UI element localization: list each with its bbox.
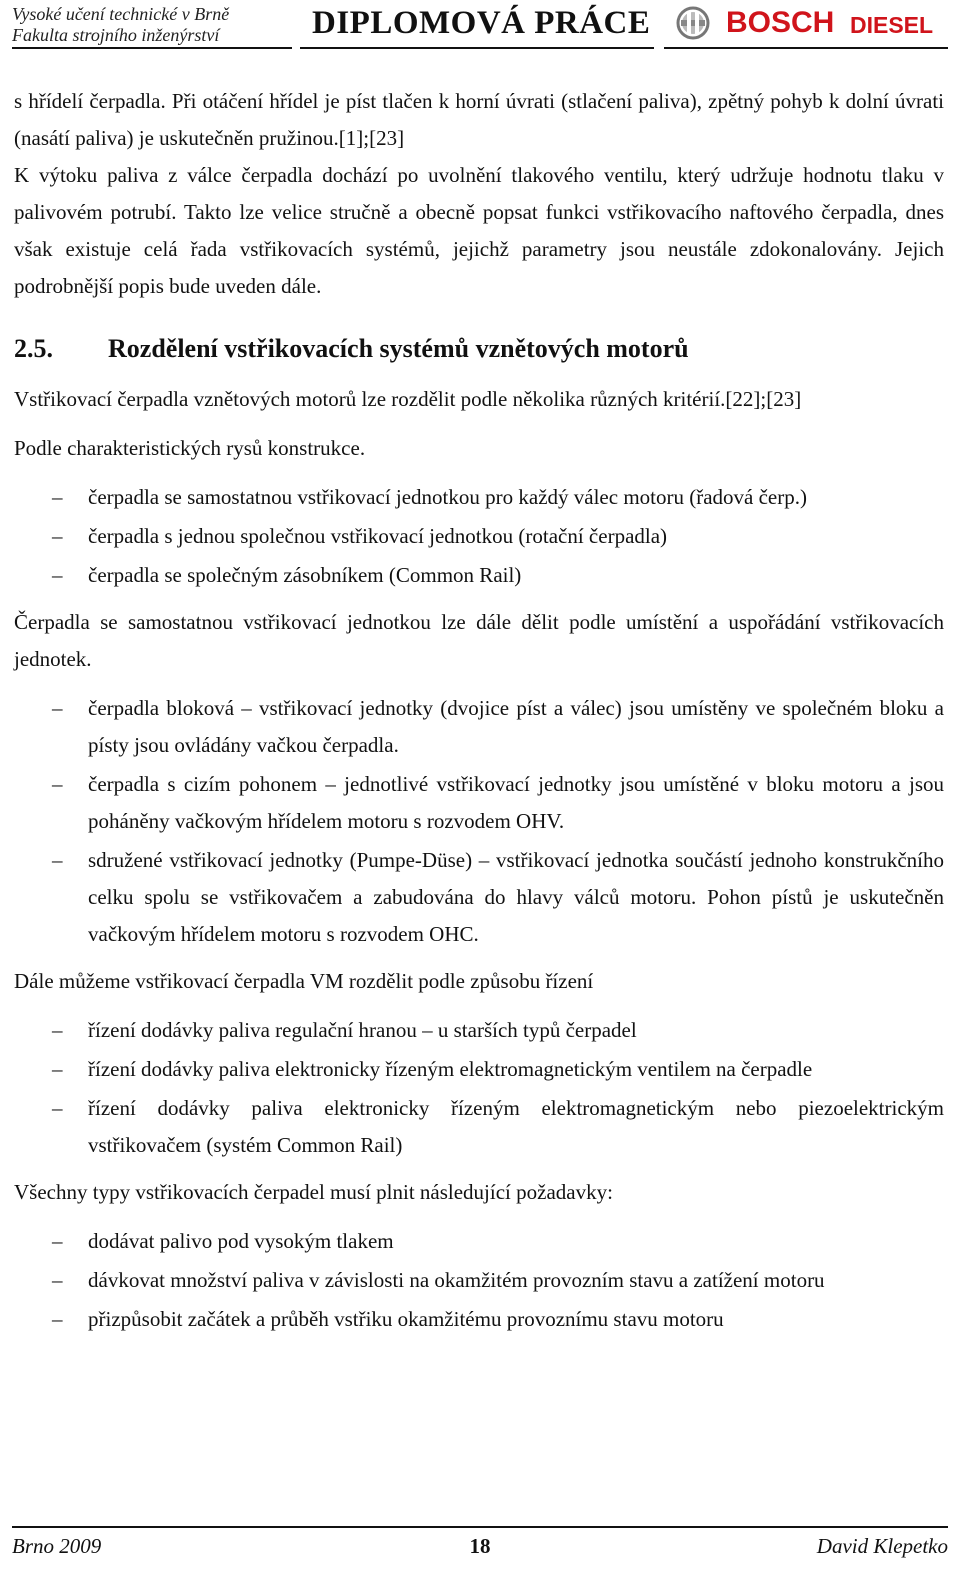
- requirements-list: [14, 1223, 944, 1338]
- section-number: 2.5.: [14, 334, 53, 363]
- faculty-name: Fakulta strojního inženýrství: [12, 25, 220, 45]
- page-number: 18: [469, 1534, 491, 1558]
- footer-place-year: Brno 2009: [12, 1534, 102, 1558]
- bosch-wordmark: BOSCH: [726, 6, 835, 39]
- dash-bullet: –: [52, 1307, 63, 1331]
- institution-block: [12, 4, 229, 46]
- control-list: [14, 1012, 944, 1164]
- paragraph: Dále můžeme vstřikovací čerpadla VM rozdělit podle způsobu řízení: [14, 969, 594, 993]
- construction-list: [14, 479, 944, 594]
- diesel-wordmark: DIESEL: [850, 12, 934, 38]
- list-item: – přizpůsobit začátek a průběh vstřiku okamžitému provoznímu stavu motoru: [14, 1301, 944, 1338]
- paragraph: Všechny typy vstřikovacích čerpadel musí plnit následující požadavky:: [14, 1180, 613, 1204]
- institution-name: Vysoké učení technické v Brně: [12, 4, 230, 24]
- paragraph: Vstřikovací čerpadla vznětových motorů lze rozdělit podle několika různých kritérií.[22];[23]: [14, 387, 802, 411]
- list-item: – sdružené vstřikovací jednotky (Pumpe-Düse) – vstřikovací jednotka součástí jednoho konstrukčního celku spolu se vstřikovačem a zabudována do hlavy válců motoru. Pohon pístů je uskutečněn vačkovým hřídelem motoru s rozvodem OHC.: [14, 842, 944, 953]
- dash-bullet: –: [52, 696, 63, 720]
- dash-bullet: –: [52, 524, 63, 548]
- list-item: – čerpadla s cizím pohonem – jednotlivé vstřikovací jednotky jsou umístěné v bloku motoru a jsou poháněny vačkovým hřídelem motoru s rozvodem OHV.: [14, 766, 944, 840]
- list-item: – řízení dodávky paliva regulační hranou – u starších typů čerpadel: [14, 1012, 944, 1049]
- bosch-diesel-logo: [672, 4, 948, 44]
- list-item: – čerpadla se společným zásobníkem (Common Rail): [14, 557, 944, 594]
- list-item: – čerpadla se samostatnou vstřikovací jednotkou pro každý válec motoru (řadová čerp.): [14, 479, 944, 516]
- list-item: – čerpadla s jednou společnou vstřikovací jednotkou (rotační čerpadla): [14, 518, 944, 555]
- dash-bullet: –: [52, 563, 63, 587]
- paragraph: Čerpadla se samostatnou vstřikovací jednotkou lze dále dělit podle umístění a uspořádání vstřikovacích jednotek.: [14, 610, 944, 671]
- dash-bullet: –: [52, 1268, 63, 1292]
- dash-bullet: –: [52, 1018, 63, 1042]
- dash-bullet: –: [52, 1057, 63, 1081]
- dash-bullet: –: [52, 848, 63, 872]
- header-rule-right: [664, 47, 948, 49]
- dash-bullet: –: [52, 772, 63, 796]
- footer-author: David Klepetko: [816, 1534, 948, 1558]
- list-item: – čerpadla bloková – vstřikovací jednotky (dvojice píst a válec) jsou umístěny ve společném bloku a písty jsou ovládány vačkou čerpadla.: [14, 690, 944, 764]
- page-footer: [12, 1526, 948, 1568]
- list-item: – dávkovat množství paliva v závislosti na okamžitém provozním stavu a zatížení motoru: [14, 1262, 944, 1299]
- section-heading: [14, 329, 944, 369]
- dash-bullet: –: [52, 485, 63, 509]
- page-body: [14, 83, 944, 1348]
- placement-list: [14, 690, 944, 953]
- paragraph: Podle charakteristických rysů konstrukce.: [14, 436, 366, 460]
- header-rule-middle: [300, 47, 654, 49]
- list-item: – řízení dodávky paliva elektronicky řízeným elektromagnetickým ventilem na čerpadle: [14, 1051, 944, 1088]
- page-header: [12, 0, 948, 50]
- header-rule-left: [12, 47, 292, 49]
- list-item: – dodávat palivo pod vysokým tlakem: [14, 1223, 944, 1260]
- dash-bullet: –: [52, 1229, 63, 1253]
- paragraph: K výtoku paliva z válce čerpadla dochází po uvolnění tlakového ventilu, který udržuje hodnotu tlaku v palivovém potrubí. Takto lze velice stručně a obecně popsat funkci vstřikovacího naftového čerpadla, dnes však existuje celá řada vstřikovacích systémů, jejichž parametry jsou neustále zdokonalovány. Jejich podrobnější popis bude uveden dále.: [14, 163, 944, 298]
- document-type-title: DIPLOMOVÁ PRÁCE: [312, 5, 651, 41]
- dash-bullet: –: [52, 1096, 63, 1120]
- bosch-armature-icon: [676, 6, 710, 40]
- section-title: Rozdělení vstřikovacích systémů vznětových motorů: [108, 334, 689, 363]
- list-item: – řízení dodávky paliva elektronicky řízeným elektromagnetickým nebo piezoelektrickým vstřikovačem (systém Common Rail): [14, 1090, 944, 1164]
- paragraph: s hřídelí čerpadla. Při otáčení hřídel je píst tlačen k horní úvrati (stlačení paliva), zpětný pohyb k dolní úvrati (nasátí paliva) je uskutečněn pružinou.[1];[23]: [14, 89, 944, 150]
